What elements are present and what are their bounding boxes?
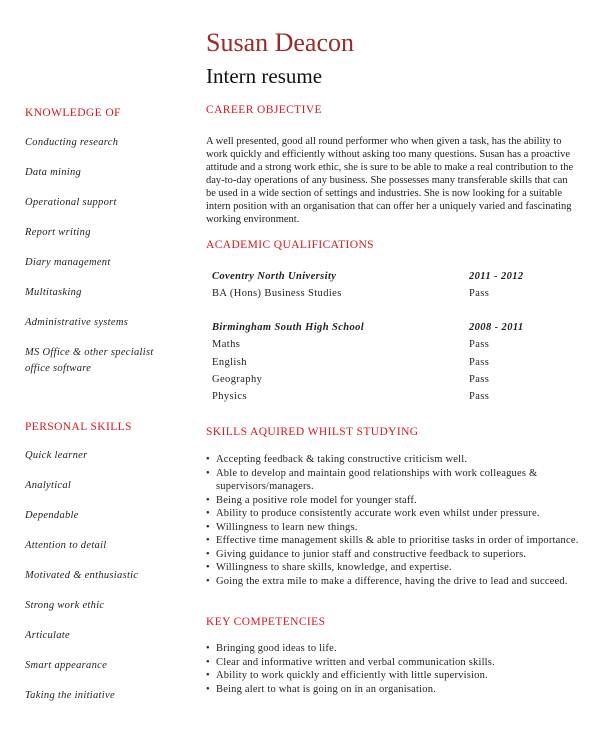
academic-heading: ACADEMIC QUALIFICATIONS bbox=[206, 239, 374, 251]
qualification-subject: BA (Hons) Business Studies bbox=[212, 288, 342, 299]
studying-skill-item: • Able to develop and maintain good relationships with work colleagues & supervisors/managers. bbox=[216, 467, 596, 494]
studying-skill-item: • Willingness to learn new things. bbox=[216, 521, 596, 535]
key-competencies-list bbox=[206, 642, 596, 696]
qualification-subject: Physics bbox=[212, 391, 247, 402]
qualification-result: 2008 - 2011 bbox=[469, 322, 524, 333]
studying-skill-item: • Willingness to share skills, knowledge, and expertise. bbox=[216, 561, 596, 575]
personal-skill-item: Taking the initiative bbox=[25, 690, 115, 701]
knowledge-item: Multitasking bbox=[25, 287, 82, 298]
knowledge-item: Data mining bbox=[25, 167, 82, 178]
competency-item: • Clear and informative written and verbal communication skills. bbox=[216, 656, 596, 670]
personal-skill-item: Analytical bbox=[25, 480, 72, 491]
personal-skill-item: Motivated & enthusiastic bbox=[25, 570, 139, 581]
personal-skills-heading: PERSONAL SKILLS bbox=[25, 421, 132, 433]
qualification-subject: English bbox=[212, 357, 247, 368]
qualification-subject: Geography bbox=[212, 374, 263, 385]
personal-skill-item: Smart appearance bbox=[25, 660, 108, 671]
qualification-result: Pass bbox=[469, 288, 490, 299]
studying-skills-heading: SKILLS AQUIRED WHILST STUDYING bbox=[206, 426, 419, 438]
knowledge-item: Operational support bbox=[25, 197, 117, 208]
studying-skill-item: • Accepting feedback & taking constructive criticism well. bbox=[216, 453, 596, 467]
resume-subtitle: Intern resume bbox=[206, 64, 323, 88]
studying-skill-item: • Ability to produce consistently accurate work even whilst under pressure. bbox=[216, 507, 596, 521]
personal-skill-item: Quick learner bbox=[25, 450, 88, 461]
personal-skill-item: Articulate bbox=[25, 630, 70, 641]
qualification-result: Pass bbox=[469, 391, 490, 402]
candidate-name: Susan Deacon bbox=[206, 28, 355, 57]
qualification-subject: Birmingham South High School bbox=[212, 322, 365, 333]
knowledge-heading: KNOWLEDGE OF bbox=[25, 107, 121, 119]
qualification-result: Pass bbox=[469, 374, 490, 385]
studying-skills-list bbox=[206, 453, 596, 588]
career-objective-heading: CAREER OBJECTIVE bbox=[206, 104, 322, 116]
studying-skill-item: • Giving guidance to junior staff and constructive feedback to superiors. bbox=[216, 548, 596, 562]
career-objective-text: A well presented, good all round performer who when given a task, has the ability to work quickly and efficiently without asking too many questions. Susan has a proactive attitude and a strong work ethic, she is sure to be able to make a real contribution to the day-to-day operations of any business. She possesses many transferable skills that can be used in a wide section of settings and industries. She is now looking for a suitable intern position with an organisation that can offer her a uniquely varied and fascinating working environment. bbox=[206, 136, 574, 225]
knowledge-item: Diary management bbox=[25, 257, 111, 268]
qualification-result: Pass bbox=[469, 339, 490, 350]
key-competencies-heading: KEY COMPETENCIES bbox=[206, 616, 326, 628]
knowledge-item: Report writing bbox=[25, 227, 91, 238]
personal-skill-item: Dependable bbox=[25, 510, 79, 521]
knowledge-item: Conducting research bbox=[25, 137, 119, 148]
studying-skill-item: • Going the extra mile to make a difference, having the drive to lead and succeed. bbox=[216, 575, 596, 589]
knowledge-item: Administrative systems bbox=[25, 317, 129, 328]
knowledge-item: MS Office & other specialist office software bbox=[25, 347, 154, 374]
qualification-result: 2011 - 2012 bbox=[469, 271, 524, 282]
competency-item: • Being alert to what is going on in an organisation. bbox=[216, 683, 596, 697]
qualification-subject: Coventry North University bbox=[212, 271, 337, 282]
personal-skill-item: Strong work ethic bbox=[25, 600, 105, 611]
qualification-subject: Maths bbox=[212, 339, 241, 350]
studying-skill-item: • Being a positive role model for younger staff. bbox=[216, 494, 596, 508]
competency-item: • Ability to work quickly and efficiently with little supervision. bbox=[216, 669, 596, 683]
competency-item: • Bringing good ideas to life. bbox=[216, 642, 596, 656]
studying-skill-item: • Effective time management skills & able to prioritise tasks in order of importance. bbox=[216, 534, 596, 548]
qualification-result: Pass bbox=[469, 357, 490, 368]
personal-skill-item: Attention to detail bbox=[25, 540, 107, 551]
